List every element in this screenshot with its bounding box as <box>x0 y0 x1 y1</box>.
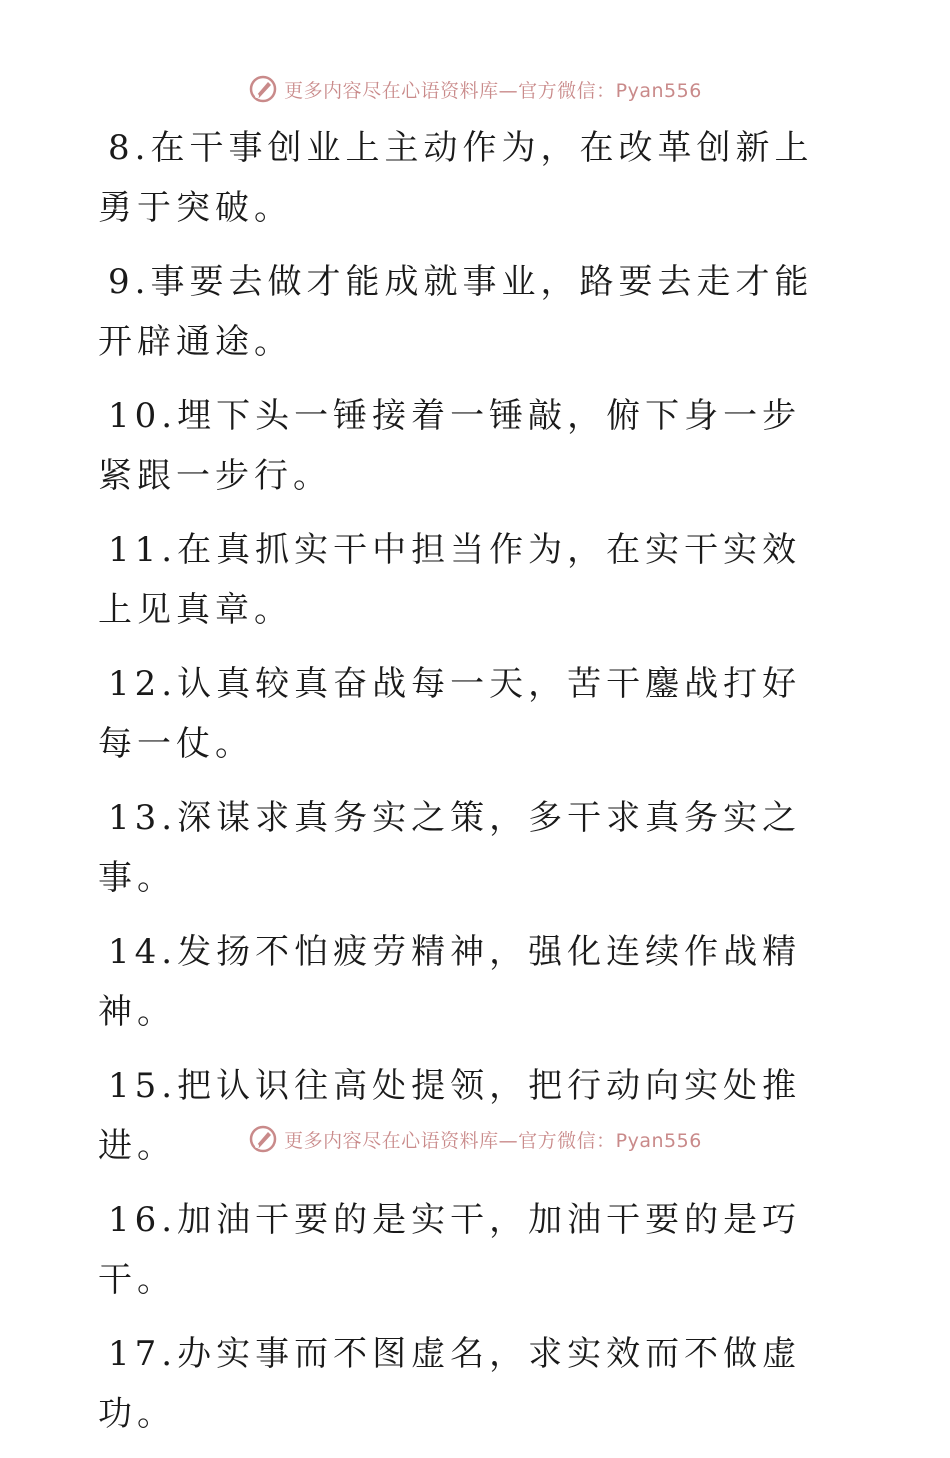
list-item: 13.深谋求真务实之策，多干求真务实之事。 <box>98 798 802 898</box>
list-item: 8.在干事创业上主动作为，在改革创新上勇于突破。 <box>98 128 814 228</box>
quill-seal-icon <box>248 74 278 104</box>
watermark-text: 更多内容尽在心语资料库—官方微信：Pyan556 <box>284 79 702 102</box>
footer-watermark <box>0 1124 950 1154</box>
header-watermark <box>0 74 950 104</box>
list-item: 14.发扬不怕疲劳精神，强化连续作战精神。 <box>98 932 802 1032</box>
watermark-text: 更多内容尽在心语资料库—官方微信：Pyan556 <box>284 1129 702 1152</box>
quill-seal-icon <box>248 1124 278 1154</box>
list-item: 11.在真抓实干中担当作为，在实干实效上见真章。 <box>98 530 802 630</box>
list-item: 17.办实事而不图虚名，求实效而不做虚功。 <box>98 1334 802 1434</box>
list-item: 9.事要去做才能成就事业，路要去走才能开辟通途。 <box>98 262 814 362</box>
list-item: 16.加油干要的是实干，加油干要的是巧干。 <box>98 1200 802 1300</box>
list-item: 12.认真较真奋战每一天，苦干鏖战打好每一仗。 <box>98 664 802 764</box>
document-body <box>0 118 950 1458</box>
list-item: 10.埋下头一锤接着一锤敲，俯下身一步紧跟一步行。 <box>98 396 802 496</box>
list-item: 15.把认识往高处提领，把行动向实处推进。 <box>98 1066 802 1166</box>
